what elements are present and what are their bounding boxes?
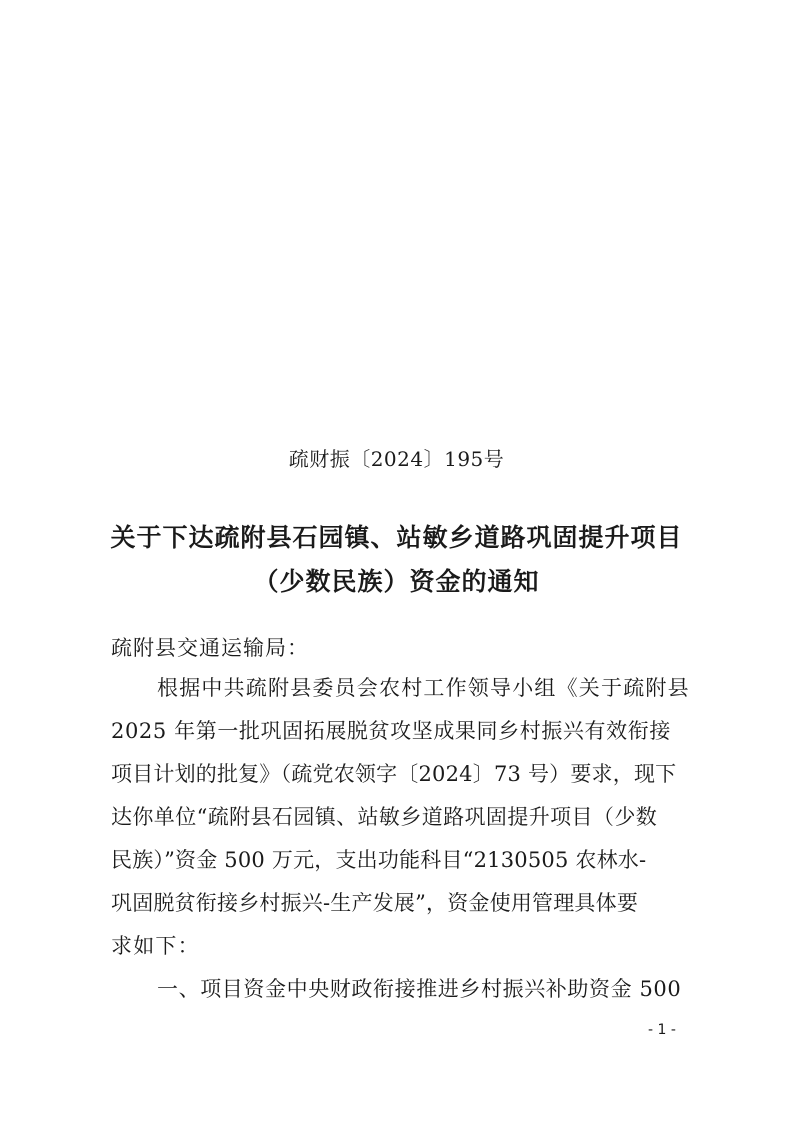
body-line: 2025 年第一批巩固拓展脱贫攻坚成果同乡村振兴有效衔接 <box>111 719 671 743</box>
body-line: 求如下： <box>111 934 200 958</box>
body-line: 项目计划的批复》（疏党农领字〔2024〕73 号）要求，现下 <box>111 762 677 786</box>
body-line: 巩固脱贫衔接乡村振兴-生产发展”，资金使用管理具体要 <box>111 891 639 915</box>
document-number: 疏财振〔2024〕195号 <box>288 447 505 471</box>
body-line: 根据中共疏附县委员会农村工作领导小组《关于疏附县 <box>157 676 690 700</box>
body-line: 一、项目资金中央财政衔接推进乡村振兴补助资金 500 <box>157 977 682 1001</box>
body-line: 达你单位“疏附县石园镇、站敏乡道路巩固提升项目（少数 <box>111 805 658 829</box>
body-line: 民族）”资金 500 万元，支出功能科目“2130505 农林水- <box>111 848 647 872</box>
page-number: - 1 - <box>648 1022 676 1038</box>
document-title-line-1: 关于下达疏附县石园镇、站敏乡道路巩固提升项目 <box>110 523 683 552</box>
addressee: 疏附县交通运输局： <box>111 636 309 660</box>
document-title-line-2: （少数民族）资金的通知 <box>253 567 540 596</box>
